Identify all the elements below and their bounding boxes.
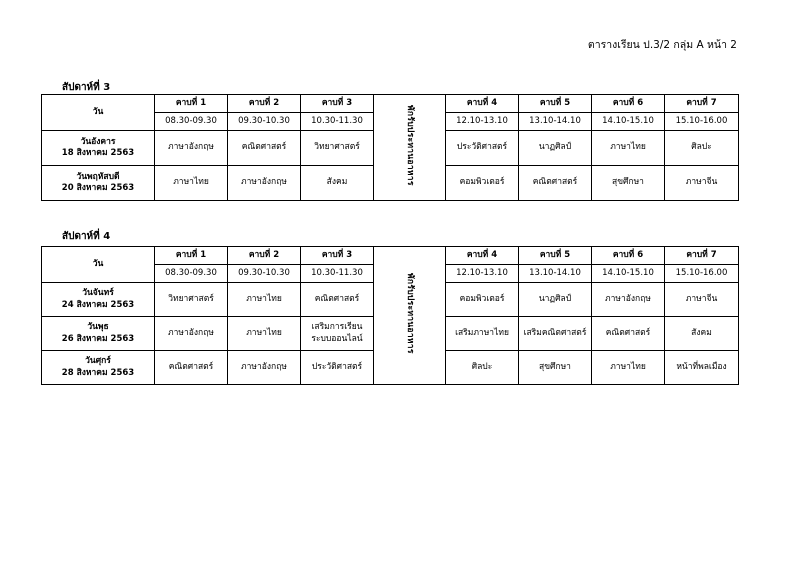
subject-cell: สังคม	[301, 166, 374, 201]
period-time-7: 15.10-16.00	[665, 113, 739, 131]
period-label-5: คาบที่ 5	[519, 95, 592, 113]
subject-cell: ภาษาอังกฤษ	[228, 166, 301, 201]
day-name: วันพุธ	[87, 322, 109, 333]
subject-cell: ประวัติศาสตร์	[446, 131, 519, 166]
subject-cell: ภาษาไทย	[592, 351, 665, 385]
subject-cell: สังคม	[665, 317, 739, 351]
subject-cell: ศิลปะ	[665, 131, 739, 166]
day-name: วันอังคาร	[80, 136, 116, 147]
lunch-break-label: พักรับประทานอาหาร	[405, 104, 416, 186]
lunch-break-cell	[374, 247, 446, 385]
period-label-3: คาบที่ 3	[301, 247, 374, 265]
subject-cell: ภาษาอังกฤษ	[155, 317, 228, 351]
period-label-4: คาบที่ 4	[446, 95, 519, 113]
period-label-1: คาบที่ 1	[155, 247, 228, 265]
day-date: 24 สิงหาคม 2563	[61, 299, 135, 310]
subject-cell: เสริมภาษาไทย	[446, 317, 519, 351]
subject-cell: วิทยาศาสตร์	[301, 131, 374, 166]
period-label-7: คาบที่ 7	[665, 247, 739, 265]
subject-cell: คอมพิวเตอร์	[446, 283, 519, 317]
period-time-1: 08.30-09.30	[155, 265, 228, 283]
day-name: วันศุกร์	[85, 356, 111, 367]
period-time-5: 13.10-14.10	[519, 265, 592, 283]
period-label-5: คาบที่ 5	[519, 247, 592, 265]
subject-cell: ประวัติศาสตร์	[301, 351, 374, 385]
day-date: 26 สิงหาคม 2563	[61, 333, 135, 344]
period-time-6: 14.10-15.10	[592, 265, 665, 283]
period-label-1: คาบที่ 1	[155, 95, 228, 113]
subject-cell: คณิตศาสตร์	[592, 317, 665, 351]
period-label-7: คาบที่ 7	[665, 95, 739, 113]
period-time-7: 15.10-16.00	[665, 265, 739, 283]
day-cell	[42, 317, 155, 351]
period-time-4: 12.10-13.10	[446, 113, 519, 131]
day-date: 20 สิงหาคม 2563	[61, 183, 135, 193]
period-label-2: คาบที่ 2	[228, 95, 301, 113]
day-column-header: วัน	[42, 247, 155, 283]
period-label-6: คาบที่ 6	[592, 95, 665, 113]
day-cell	[42, 283, 155, 317]
week-3-schedule-table	[41, 94, 739, 201]
period-label-3: คาบที่ 3	[301, 95, 374, 113]
week-4-schedule-table	[41, 246, 739, 385]
week-3-label: สัปดาห์ที่ 3	[62, 82, 111, 93]
subject-cell: ภาษาจีน	[665, 166, 739, 201]
subject-cell: ภาษาอังกฤษ	[155, 131, 228, 166]
day-name: วันจันทร์	[82, 288, 114, 299]
period-label-2: คาบที่ 2	[228, 247, 301, 265]
week-4-label: สัปดาห์ที่ 4	[62, 231, 111, 242]
subject-cell: ภาษาอังกฤษ	[592, 283, 665, 317]
day-date: 28 สิงหาคม 2563	[61, 367, 135, 378]
day-date: 18 สิงหาคม 2563	[61, 148, 135, 158]
subject-cell: นาฏศิลป์	[519, 283, 592, 317]
day-column-header: วัน	[42, 95, 155, 131]
subject-cell: ภาษาจีน	[665, 283, 739, 317]
subject-cell: คณิตศาสตร์	[228, 131, 301, 166]
period-header-row	[42, 247, 739, 265]
period-time-3: 10.30-11.30	[301, 113, 374, 131]
period-time-2: 09.30-10.30	[228, 265, 301, 283]
subject-cell: สุขศึกษา	[519, 351, 592, 385]
period-time-2: 09.30-10.30	[228, 113, 301, 131]
subject-cell: หน้าที่พลเมือง	[665, 351, 739, 385]
subject-cell: ภาษาไทย	[228, 283, 301, 317]
page-header: ตารางเรียน ป.3/2 กลุ่ม A หน้า 2	[587, 39, 737, 51]
day-name: วันพฤหัสบดี	[76, 171, 120, 182]
day-cell	[42, 131, 155, 166]
period-time-5: 13.10-14.10	[519, 113, 592, 131]
subject-cell: นาฏศิลป์	[519, 131, 592, 166]
subject-cell: ภาษาไทย	[592, 131, 665, 166]
subject-cell: คอมพิวเตอร์	[446, 166, 519, 201]
subject-cell: วิทยาศาสตร์	[155, 283, 228, 317]
day-cell	[42, 166, 155, 201]
period-time-4: 12.10-13.10	[446, 265, 519, 283]
subject-cell: เสริมคณิตศาสตร์	[519, 317, 592, 351]
period-time-3: 10.30-11.30	[301, 265, 374, 283]
period-time-1: 08.30-09.30	[155, 113, 228, 131]
lunch-break-label: พักรับประทานอาหาร	[405, 272, 416, 354]
period-time-6: 14.10-15.10	[592, 113, 665, 131]
subject-cell: ภาษาอังกฤษ	[228, 351, 301, 385]
subject-cell: เสริมการเรียน ระบบออนไลน์	[301, 317, 374, 351]
subject-cell: ภาษาไทย	[228, 317, 301, 351]
subject-cell: สุขศึกษา	[592, 166, 665, 201]
subject-cell: คณิตศาสตร์	[519, 166, 592, 201]
subject-cell: คณิตศาสตร์	[301, 283, 374, 317]
period-label-4: คาบที่ 4	[446, 247, 519, 265]
period-label-6: คาบที่ 6	[592, 247, 665, 265]
period-header-row	[42, 95, 739, 113]
subject-cell: ศิลปะ	[446, 351, 519, 385]
subject-cell: คณิตศาสตร์	[155, 351, 228, 385]
lunch-break-cell	[374, 95, 446, 201]
day-cell	[42, 351, 155, 385]
subject-cell: ภาษาไทย	[155, 166, 228, 201]
